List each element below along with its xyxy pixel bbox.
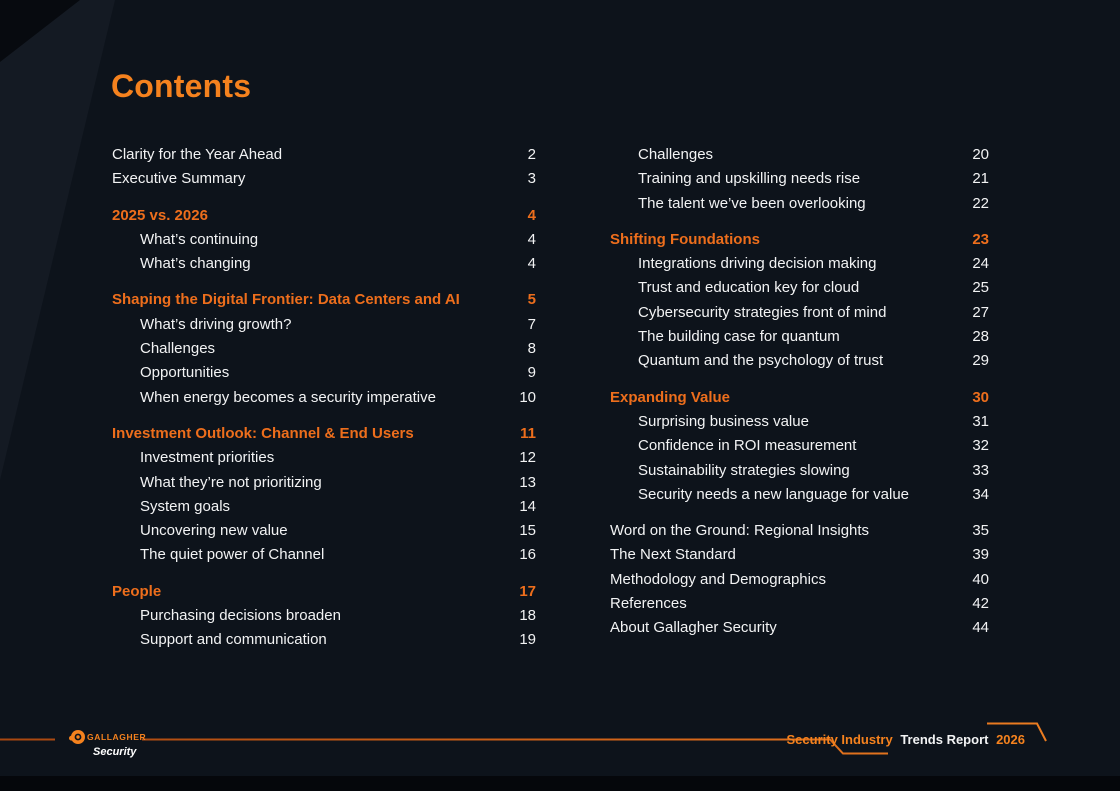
- toc-entry[interactable]: [610, 595, 989, 619]
- toc-entry-page: 10: [519, 388, 536, 406]
- toc-entry-label: Uncovering new value: [140, 522, 288, 540]
- toc-entry-page: 44: [972, 619, 989, 637]
- logo-brand-text: GALLAGHER: [87, 732, 147, 742]
- toc-entry[interactable]: [112, 583, 536, 607]
- toc-entry-page: 24: [972, 255, 989, 273]
- toc-entry[interactable]: [112, 231, 536, 255]
- toc-entry-page: 28: [972, 328, 989, 346]
- toc-entry[interactable]: [610, 571, 989, 595]
- toc-entry[interactable]: [610, 486, 989, 510]
- toc-entry-page: 34: [972, 485, 989, 503]
- toc-entry[interactable]: [112, 255, 536, 279]
- toc-entry[interactable]: [610, 462, 989, 486]
- toc-entry-page: 13: [519, 473, 536, 491]
- toc-entry[interactable]: [112, 607, 536, 631]
- toc-entry-page: 42: [972, 595, 989, 613]
- page-title: Contents: [111, 68, 252, 104]
- toc-entry-page: 22: [972, 194, 989, 212]
- toc-entry[interactable]: [610, 619, 989, 643]
- toc-entry-page: 20: [972, 146, 989, 163]
- toc-entry[interactable]: [610, 546, 989, 570]
- toc-entry-label: Integrations driving decision making: [638, 255, 877, 273]
- toc-entry[interactable]: [112, 291, 536, 315]
- toc-group: [112, 207, 536, 280]
- toc-entry-label: The Next Standard: [610, 546, 736, 564]
- toc-entry-label: Methodology and Demographics: [610, 570, 826, 588]
- toc-entry-page: 23: [972, 230, 989, 248]
- toc-column-right: [610, 146, 989, 656]
- footer-report-year: 2026: [996, 732, 1025, 747]
- toc-entry[interactable]: [610, 231, 989, 255]
- toc-entry-label: Word on the Ground: Regional Insights: [610, 522, 870, 540]
- toc-entry-label: The building case for quantum: [638, 328, 840, 346]
- toc-entry-page: 12: [519, 449, 536, 467]
- toc-entry[interactable]: [610, 304, 989, 328]
- toc-entry[interactable]: [112, 170, 536, 194]
- gallagher-lock-icon: [69, 729, 85, 745]
- toc-entry[interactable]: [610, 328, 989, 352]
- toc-entry-page: 5: [527, 291, 536, 309]
- toc-entry-label: The talent we’ve been overlooking: [638, 194, 866, 212]
- toc-entry-label: Confidence in ROI measurement: [638, 437, 857, 455]
- toc-entry-page: 40: [972, 570, 989, 588]
- toc-entry-label: Challenges: [638, 146, 714, 163]
- toc-entry-label: Shifting Foundations: [610, 230, 760, 248]
- toc-entry[interactable]: [112, 449, 536, 473]
- toc-entry-page: 32: [972, 437, 989, 455]
- toc-entry-label: Surprising business value: [638, 412, 809, 430]
- toc-entry[interactable]: [610, 389, 989, 413]
- toc-entry[interactable]: [112, 146, 536, 170]
- toc-group: [610, 231, 989, 377]
- toc-entry-label: About Gallagher Security: [610, 619, 777, 637]
- toc-entry-page: 16: [519, 546, 536, 564]
- toc-entry[interactable]: [112, 425, 536, 449]
- toc-entry-label: Expanding Value: [610, 388, 731, 406]
- toc-entry-label: Opportunities: [140, 364, 230, 382]
- toc-entry-page: 33: [972, 461, 989, 479]
- toc-entry-label: What’s continuing: [140, 230, 259, 248]
- toc-group: [610, 146, 989, 219]
- toc-entry-label: Trust and education key for cloud: [638, 279, 860, 297]
- toc-entry-label: Support and communication: [140, 631, 327, 649]
- toc-entry-label: When energy becomes a security imperative: [140, 388, 436, 406]
- toc-entry-label: Executive Summary: [112, 170, 246, 188]
- toc-entry-label: The quiet power of Channel: [140, 546, 325, 564]
- toc-entry[interactable]: [610, 522, 989, 546]
- footer-series-name: Security Industry: [786, 732, 893, 747]
- toc-entry-page: 7: [527, 315, 536, 333]
- toc-entry-page: 4: [527, 206, 536, 224]
- toc-entry-label: Training and upskilling needs rise: [638, 170, 861, 188]
- toc-entry[interactable]: [112, 207, 536, 231]
- toc-entry-label: What they’re not prioritizing: [140, 473, 322, 491]
- toc-entry[interactable]: [610, 146, 989, 170]
- toc-entry-label: What’s changing: [140, 255, 251, 273]
- toc-entry-page: 27: [972, 303, 989, 321]
- toc-entry[interactable]: [112, 546, 536, 570]
- toc-entry-page: 35: [972, 522, 989, 540]
- toc-entry[interactable]: [610, 170, 989, 194]
- toc-entry-page: 18: [519, 607, 536, 625]
- toc-entry-label: What’s driving growth?: [140, 315, 292, 333]
- toc-entry[interactable]: [610, 279, 989, 303]
- toc-entry-label: References: [610, 595, 687, 613]
- toc-entry-page: 15: [519, 522, 536, 540]
- toc-entry-page: 31: [972, 412, 989, 430]
- toc-entry-page: 30: [972, 388, 989, 406]
- toc-entry-label: Purchasing decisions broaden: [140, 607, 341, 625]
- bottom-band: [0, 776, 1120, 791]
- toc-entry-label: Security needs a new language for value: [638, 485, 910, 503]
- toc-group: [610, 522, 989, 643]
- toc-entry-label: People: [112, 582, 162, 600]
- footer-report-label: [779, 732, 1025, 747]
- toc-group: [112, 291, 536, 412]
- toc-entry-page: 21: [972, 170, 989, 188]
- toc-entry-label: Cybersecurity strategies front of mind: [638, 303, 887, 321]
- toc-entry-label: 2025 vs. 2026: [112, 206, 208, 224]
- toc-group: [112, 425, 536, 571]
- toc-entry-label: Challenges: [140, 340, 216, 358]
- toc-column-left: [112, 146, 536, 668]
- toc-entry[interactable]: [112, 340, 536, 364]
- toc-entry-page: 2: [527, 146, 536, 163]
- toc-entry[interactable]: [112, 631, 536, 655]
- toc-entry[interactable]: [610, 195, 989, 219]
- toc-entry[interactable]: [112, 389, 536, 413]
- toc-group: [610, 389, 989, 510]
- toc-entry-label: Investment priorities: [140, 449, 275, 467]
- gallagher-logo: [69, 729, 159, 758]
- toc-entry-page: 11: [520, 424, 536, 442]
- toc-entry-label: Clarity for the Year Ahead: [112, 146, 283, 163]
- toc-entry-page: 8: [527, 340, 536, 358]
- toc-entry-page: 17: [519, 582, 536, 600]
- toc-entry[interactable]: [610, 352, 989, 376]
- toc-entry[interactable]: [610, 437, 989, 461]
- toc-entry-page: 4: [527, 230, 536, 248]
- toc-entry[interactable]: [112, 522, 536, 546]
- toc-entry[interactable]: [112, 498, 536, 522]
- toc-entry[interactable]: [610, 413, 989, 437]
- toc-group: [112, 583, 536, 656]
- toc-entry-page: 39: [972, 546, 989, 564]
- toc-entry-label: System goals: [140, 497, 231, 515]
- toc-entry-page: 3: [527, 170, 536, 188]
- toc-entry[interactable]: [610, 255, 989, 279]
- footer-report-name: Trends Report: [900, 732, 989, 747]
- toc-entry-label: Investment Outlook: Channel & End Users: [112, 424, 414, 442]
- toc-entry-page: 9: [527, 364, 536, 382]
- toc-entry-page: 19: [519, 631, 536, 649]
- toc-entry-label: Quantum and the psychology of trust: [638, 352, 884, 370]
- toc-entry-page: 14: [519, 497, 536, 515]
- logo-security-text: Security: [93, 746, 137, 758]
- toc-group: [112, 146, 536, 195]
- toc-entry[interactable]: [112, 364, 536, 388]
- toc-entry-page: 25: [972, 279, 989, 297]
- toc-entry-page: 29: [972, 352, 989, 370]
- toc-entry[interactable]: [112, 474, 536, 498]
- toc-entry-label: Sustainability strategies slowing: [638, 461, 850, 479]
- toc-entry-page: 4: [527, 255, 536, 273]
- toc-entry[interactable]: [112, 316, 536, 340]
- toc-entry-label: Shaping the Digital Frontier: Data Centers and AI: [112, 291, 460, 309]
